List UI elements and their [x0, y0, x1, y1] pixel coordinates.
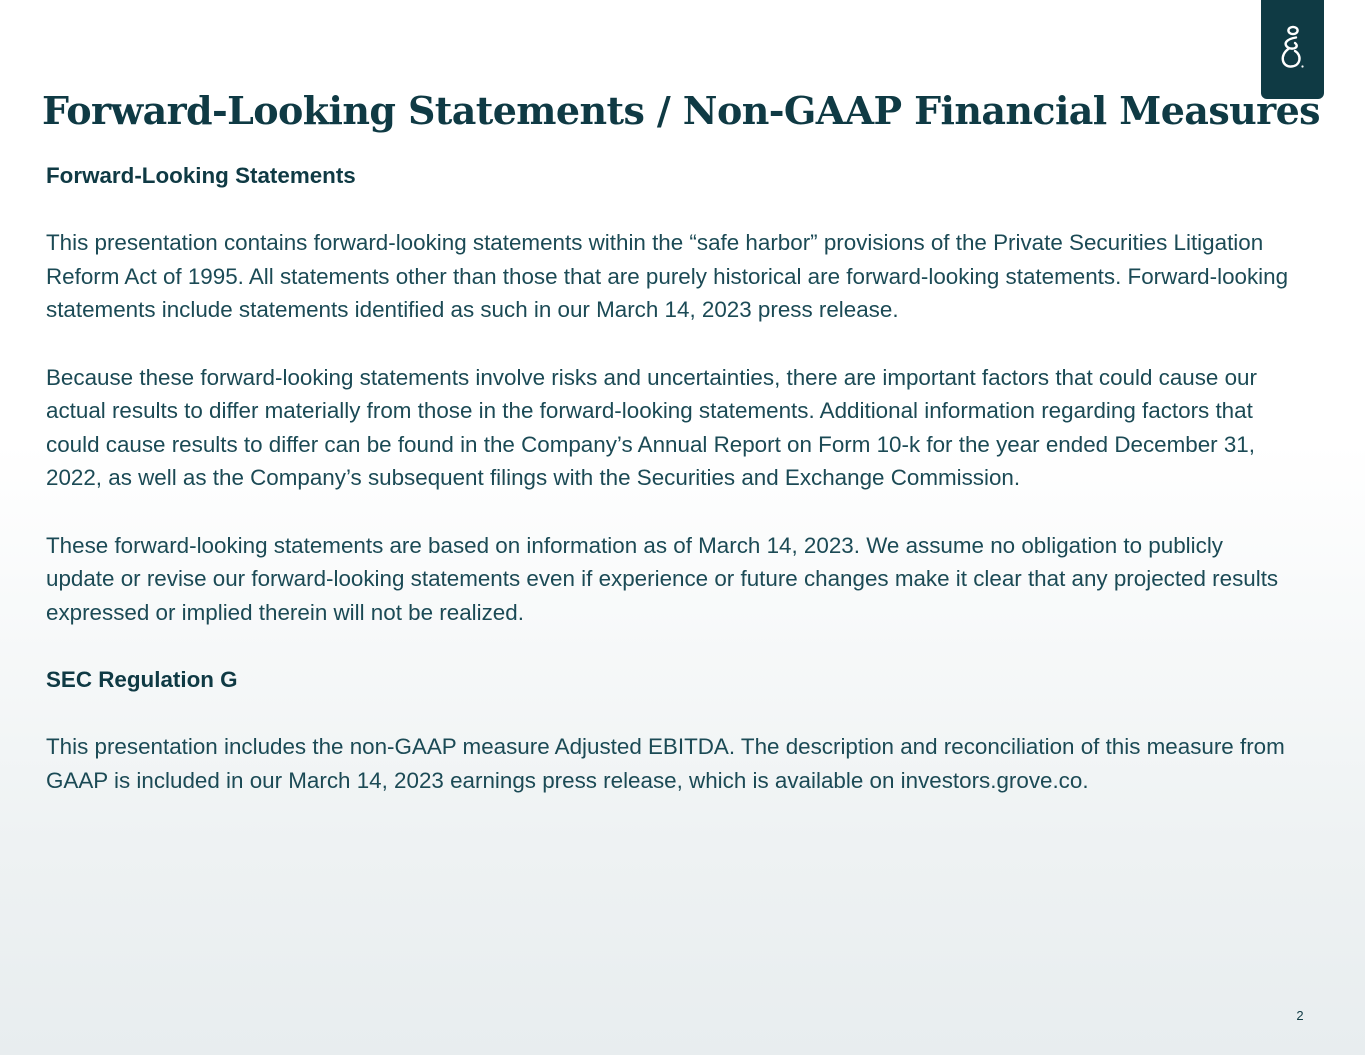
- logo-tab: [1261, 0, 1324, 99]
- section-heading-forward-looking: Forward-Looking Statements: [46, 163, 356, 188]
- grove-logo-icon: [1275, 22, 1311, 74]
- paragraph-safe-harbor: This presentation contains forward-looking statements within the “safe harbor” provisions of the Private Securities Litigation Reform Act of 1995. All statements other than those that are purely historical are forward-looking statements. Forward-looking statements include statements identified as such in our March 14, 2023 press release.: [46, 230, 1289, 323]
- paragraph-no-obligation: These forward-looking statements are based on information as of March 14, 2023. We assume no obligation to publicly update or revise our forward-looking statements even if experience or future changes make it clear that any projected results expressed or implied therein will not be realized.: [46, 532, 1279, 625]
- section-heading-regulation-g: SEC Regulation G: [46, 666, 238, 692]
- paragraph-risks: Because these forward-looking statements involve risks and uncertainties, there are important factors that could cause our actual results to differ materially from those in the forward-looking statements. Additional information regarding factors that could cause results to differ can be found in the Company’s Annual Report on Form 10-k for the year ended December 31, 2022, as well as the Company’s subsequent filings with the Securities and Exchange Commission.: [46, 364, 1257, 491]
- page-title: Forward-Looking Statements / Non-GAAP Financial Measures: [42, 88, 1320, 133]
- slide-body: [46, 159, 1296, 797]
- paragraph-non-gaap: This presentation includes the non-GAAP measure Adjusted EBITDA. The description and reconciliation of this measure from GAAP is included in our March 14, 2023 earnings press release, which is available on investors.grove.co.: [46, 734, 1285, 793]
- page-number: 2: [1296, 1008, 1304, 1023]
